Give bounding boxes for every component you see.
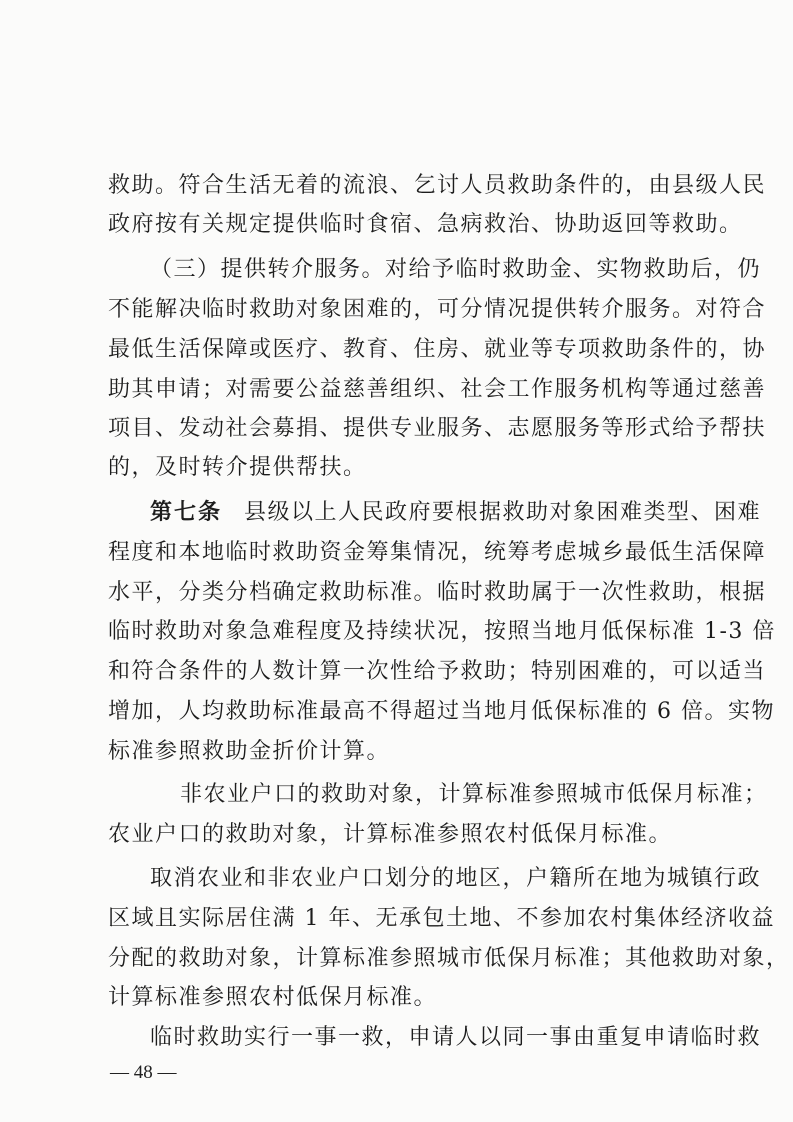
article-7-line-1 bbox=[150, 498, 761, 528]
paragraph-4-line-1: 非农业户口的救助对象，计算标准参照城市低保月标准； bbox=[180, 782, 768, 807]
article-7-line-4: 临时救助对象急难程度及持续状况，按照当地月低保标准 1-3 倍 bbox=[108, 619, 776, 644]
paragraph-1-line-1: 救助。符合生活无着的流浪、乞讨人员救助条件的，由县级人民 bbox=[108, 173, 767, 198]
paragraph-6-line-1: 临时救助实行一事一救，申请人以同一事由重复申请临时救 bbox=[150, 1025, 762, 1050]
paragraph-2-line-3: 最低生活保障或医疗、教育、住房、就业等专项救助条件的，协 bbox=[108, 337, 767, 362]
article-7-line-6: 增加，人均救助标准最高不得超过当地月低保标准的 6 倍。实物 bbox=[108, 699, 775, 724]
page-number: — 48 — bbox=[110, 1062, 177, 1083]
paragraph-2-line-2: 不能解决临时救助对象困难的，可分情况提供转介服务。对符合 bbox=[108, 297, 767, 322]
article-7-line-5: 和符合条件的人数计算一次性给予救助；特别困难的，可以适当 bbox=[108, 659, 767, 684]
article-7-line-7: 标准参照救助金折价计算。 bbox=[108, 739, 391, 764]
paragraph-2-line-1: （三）提供转介服务。对给予临时救助金、实物救助后，仍 bbox=[150, 257, 762, 282]
article-7-line-2: 程度和本地临时救助资金筹集情况，统筹考虑城乡最低生活保障 bbox=[108, 540, 767, 565]
paragraph-2-line-4: 助其申请；对需要公益慈善组织、社会工作服务机构等通过慈善 bbox=[108, 377, 767, 402]
article-7-line-3: 水平，分类分档确定救助标准。临时救助属于一次性救助，根据 bbox=[108, 580, 767, 605]
paragraph-4-line-2: 农业户口的救助对象，计算标准参照农村低保月标准。 bbox=[108, 822, 673, 847]
paragraph-2-line-5: 项目、发动社会募捐、提供专业服务、志愿服务等形式给予帮扶 bbox=[108, 416, 767, 441]
paragraph-1-line-2: 政府按有关规定提供临时食宿、急病救治、协助返回等救助。 bbox=[108, 212, 743, 237]
article-heading: 第七条 bbox=[150, 500, 223, 525]
article-7-first-line-text: 县级以上人民政府要根据救助对象困难类型、困难 bbox=[244, 500, 762, 525]
paragraph-5-line-3: 分配的救助对象，计算标准参照城市低保月标准；其他救助对象， bbox=[108, 946, 790, 971]
paragraph-5-line-4: 计算标准参照农村低保月标准。 bbox=[108, 985, 438, 1010]
paragraph-5-line-1: 取消农业和非农业户口划分的地区，户籍所在地为城镇行政 bbox=[150, 866, 762, 891]
paragraph-5-line-2: 区域且实际居住满 1 年、无承包土地、不参加农村集体经济收益 bbox=[108, 906, 775, 931]
paragraph-2-line-6: 的，及时转介提供帮扶。 bbox=[108, 455, 367, 480]
